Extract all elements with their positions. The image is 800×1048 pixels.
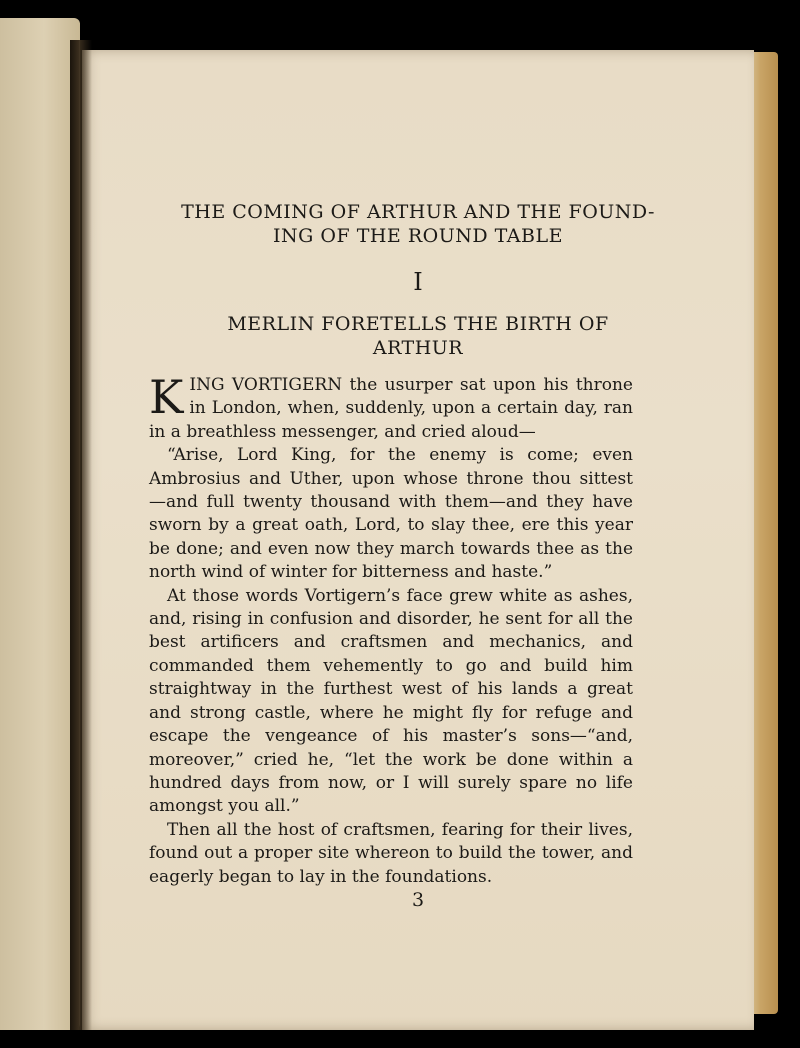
section-heading <box>82 312 754 360</box>
chapter-title-line: THE COMING OF ARTHUR AND THE FOUND- <box>181 201 655 223</box>
left-page-edge <box>0 18 80 1030</box>
chapter-title-line: ING OF THE ROUND TABLE <box>273 225 563 247</box>
section-heading-line: MERLIN FORETELLS THE BIRTH OF <box>227 313 609 335</box>
paragraph: “Arise, Lord King, for the enemy is come; even Ambrosius and Uther, upon whose throne thou sittest —and full twenty thousand with them—and they have sworn by a great oath, Lord, to slay thee, ere this year be done; and even now they march towards thee as the north wind of winter for bitterness and haste.” <box>149 445 633 583</box>
drop-cap: K <box>149 370 184 424</box>
chapter-title <box>82 200 754 248</box>
page-number: 3 <box>411 889 425 911</box>
paragraph: Then all the host of craftsmen, fearing for their lives, found out a proper site whereon to build the tower, and eagerly began to lay in the foundations. <box>149 819 633 887</box>
gutter-shadow <box>70 40 92 1030</box>
book-page <box>82 50 754 1030</box>
section-numeral: I <box>413 268 423 296</box>
paragraph: At those words Vortigern’s face grew white as ashes, and, rising in confusion and disorder, he sent for all the best artificers and craftsmen and mechanics, and commanded them vehemently to go and build him straightway in the furthest west of his lands a great and strong castle, where he might fly for refuge and escape the vengeance of his master’s sons—“and, moreover,” cried he, “let the work be done within a hundred days from now, or I will surely spare no life amongst you all.” <box>149 585 633 817</box>
paragraph-text: ING VORTIGERN the usurper sat upon his throne in London, when, suddenly, upon a certain day, ran in a breathless messenger, and cried aloud— <box>149 375 633 442</box>
paragraph <box>149 370 633 444</box>
section-heading-line: ARTHUR <box>372 337 464 359</box>
body-text <box>149 370 633 889</box>
